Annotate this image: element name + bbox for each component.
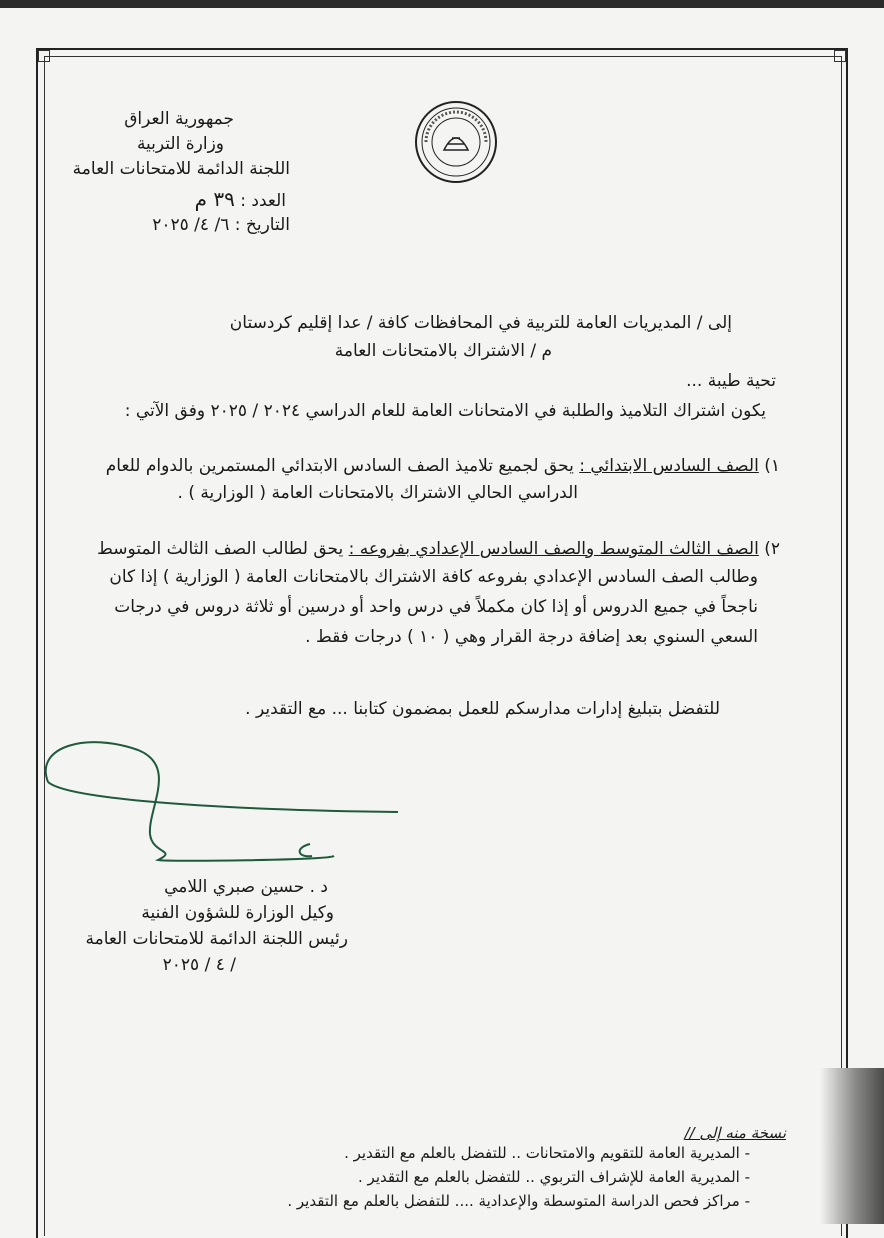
- recipient-line: إلى / المديريات العامة للتربية في المحافظات كافة / عدا إقليم كردستان: [229, 313, 732, 333]
- number-value: ٣٩ م: [194, 187, 235, 211]
- copies-item: - مراكز فحص الدراسة المتوسطة والإعدادية .... للتفضل بالعلم مع التقدير .: [287, 1192, 750, 1210]
- item-2-heading: الصف الثالث المتوسط والصف السادس الإعدادي بفروعه :: [348, 539, 759, 559]
- item-2-text: يحق لطالب الصف الثالث المتوسط: [97, 539, 344, 559]
- signatory-name: د . حسين صبري اللامي: [164, 877, 328, 897]
- letterhead-country: جمهورية العراق: [124, 109, 234, 129]
- date-value: ٦/ ٤/ ٢٠٢٥: [152, 215, 230, 235]
- closing-line: للتفضل بتبليغ إدارات مدارسكم للعمل بمضمون كتابنا ... مع التقدير .: [245, 699, 720, 719]
- scan-edge: [0, 0, 884, 8]
- item-2-heading-line: [97, 538, 780, 560]
- item-1-text: يحق لجميع تلاميذ الصف السادس الابتدائي المستمرين بالدوام للعام: [105, 456, 574, 476]
- copies-item: - المديرية العامة للتقويم والامتحانات .. للتفضل بالعلم مع التقدير .: [344, 1144, 750, 1162]
- item-1-heading-line: [106, 455, 780, 477]
- handwritten-signature: [28, 738, 408, 876]
- item-1-heading: الصف السادس الابتدائي :: [579, 456, 759, 476]
- letterhead-ministry: وزارة التربية: [136, 134, 224, 154]
- item-2-line-3: ناجحاً في جميع الدروس أو إذا كان مكملاً في درس واحد أو درسين أو ثلاثة دروس في درجات: [114, 597, 758, 617]
- intro-paragraph: يكون اشتراك التلاميذ والطلبة في الامتحانات العامة للعام الدراسي ٢٠٢٤ / ٢٠٢٥ وفق الآتي :: [124, 401, 766, 421]
- number-label: العدد :: [240, 191, 286, 211]
- date-label: التاريخ :: [234, 215, 290, 235]
- document-date: [152, 214, 290, 236]
- scan-shadow: [820, 1068, 884, 1224]
- border-corner: [38, 50, 50, 62]
- border-corner: [834, 50, 846, 62]
- copies-heading: نسخة منه إلى //: [684, 1124, 786, 1142]
- item-1-text-continued: الدراسي الحالي الاشتراك بالامتحانات العامة ( الوزارية ) .: [177, 483, 578, 503]
- signature-date: / ٤ / ٢٠٢٥: [162, 955, 236, 975]
- item-2-line-2: وطالب الصف السادس الإعدادي بفروعه كافة الاشتراك بالامتحانات العامة ( الوزارية ) إذا كان: [109, 567, 758, 587]
- document-number: [195, 188, 286, 212]
- greeting: تحية طيبة ...: [686, 371, 776, 391]
- item-2-line-4: السعي السنوي بعد إضافة درجة القرار وهي ( ١٠ ) درجات فقط .: [305, 627, 758, 647]
- letterhead-committee: اللجنة الدائمة للامتحانات العامة: [72, 159, 290, 179]
- copies-item: - المديرية العامة للإشراف التربوي .. للتفضل بالعلم مع التقدير .: [358, 1168, 750, 1186]
- item-1-number: ١): [764, 456, 780, 476]
- signatory-title-2: رئيس اللجنة الدائمة للامتحانات العامة: [85, 929, 348, 949]
- signatory-title-1: وكيل الوزارة للشؤون الفنية: [141, 903, 334, 923]
- item-2-number: ٢): [764, 539, 780, 559]
- subject-line: م / الاشتراك بالامتحانات العامة: [334, 341, 552, 361]
- ministry-seal-icon: [414, 100, 498, 184]
